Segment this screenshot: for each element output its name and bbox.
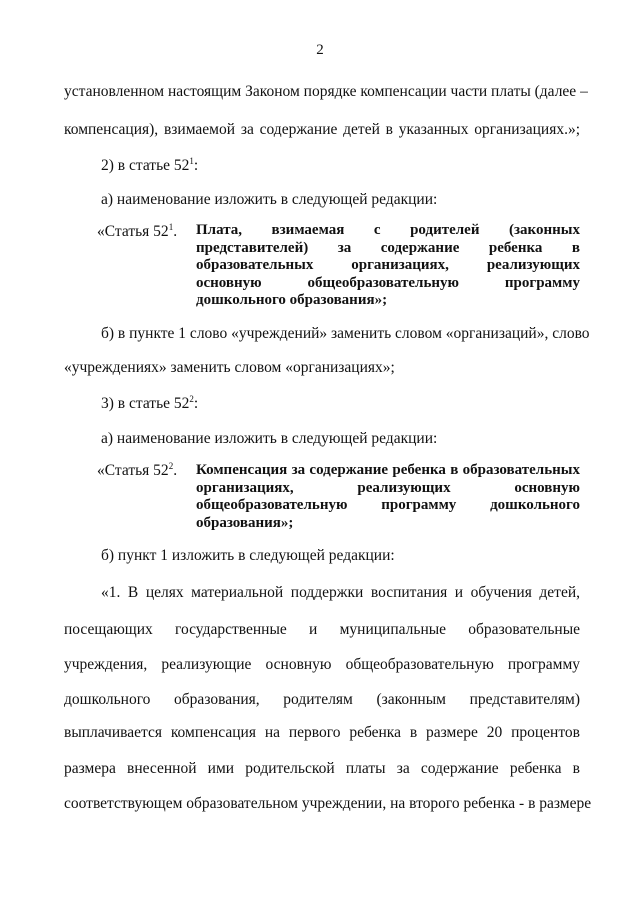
- article-52-1-title: [196, 222, 580, 310]
- article-52-1-title-line: образовательных организациях, реализующих: [196, 257, 580, 273]
- article-52-2-title-line: организациях, реализующих основную: [196, 479, 580, 496]
- article-52-1-label-sup: 1: [168, 221, 174, 232]
- article-52-1-label: [97, 222, 177, 242]
- article-52-2-title-line: общеобразовательную программу дошкольного: [196, 497, 580, 513]
- subitem-b-2: б) пункт 1 изложить в следующей редакции:: [101, 547, 395, 564]
- article-52-2-title-line: образования»;: [196, 514, 294, 531]
- item-2-heading-colon: :: [193, 157, 199, 174]
- item-2-heading-sup: 1: [189, 155, 194, 166]
- para-line-2: посещающих государственные и муниципальные образовательные: [64, 621, 580, 638]
- para-line-6: размера внесенной ими родительской платы за содержание ребенка в: [64, 760, 580, 777]
- article-52-1-title-line: представителей) за содержание ребенка в: [196, 239, 580, 256]
- article-52-1-title-line: Плата, взимаемая с родителей (законных: [196, 222, 580, 238]
- article-52-2-label-text: «Статья 52: [97, 462, 169, 479]
- item-3-heading: [101, 394, 617, 414]
- subitem-a-2: а) наименование изложить в следующей редакции:: [101, 430, 438, 447]
- item-2-heading-text: 2) в статье 52: [101, 157, 190, 174]
- subitem-a-1: а) наименование изложить в следующей редакции:: [101, 191, 438, 208]
- article-52-2-label-dot: .: [173, 462, 178, 479]
- article-52-2-title: [196, 462, 580, 532]
- page-number: 2: [316, 42, 324, 58]
- article-52-2-title-line: Компенсация за содержание ребенка в образовательных: [196, 462, 580, 478]
- article-52-1-title-line: дошкольного образования»;: [196, 292, 388, 308]
- para-line-7: соответствующем образовательном учреждении, на второго ребенка - в размере: [64, 795, 592, 812]
- para-line-4: дошкольного образования, родителям (законным представителям): [64, 691, 580, 708]
- para-line-3: учреждения, реализующие основную общеобразовательную программу: [64, 656, 580, 673]
- article-52-2-label: [97, 461, 177, 481]
- article-52-1-label-dot: .: [173, 223, 178, 240]
- subitem-b-1-line-1: б) в пункте 1 слово «учреждений» заменить словом «организаций», слово: [101, 325, 590, 342]
- item-3-heading-colon: :: [193, 395, 199, 412]
- para-line-5: выплачивается компенсация на первого ребенка в размере 20 процентов: [64, 724, 580, 741]
- article-52-1-label-text: «Статья 52: [97, 223, 169, 240]
- text-line-2: компенсация), взимаемой за содержание детей в указанных организациях.»;: [64, 121, 580, 138]
- item-2-heading: [101, 156, 617, 176]
- item-3-heading-text: 3) в статье 52: [101, 395, 190, 412]
- item-3-heading-sup: 2: [189, 393, 194, 404]
- article-52-1-title-line: основную общеобразовательную программу: [196, 274, 580, 291]
- article-52-2-label-sup: 2: [168, 460, 174, 471]
- para-line-1: «1. В целях материальной поддержки воспитания и обучения детей,: [101, 584, 580, 601]
- subitem-b-1-line-2: «учреждениях» заменить словом «организациях»;: [64, 359, 395, 376]
- text-line-1: установленном настоящим Законом порядке компенсации части платы (далее –: [64, 83, 588, 100]
